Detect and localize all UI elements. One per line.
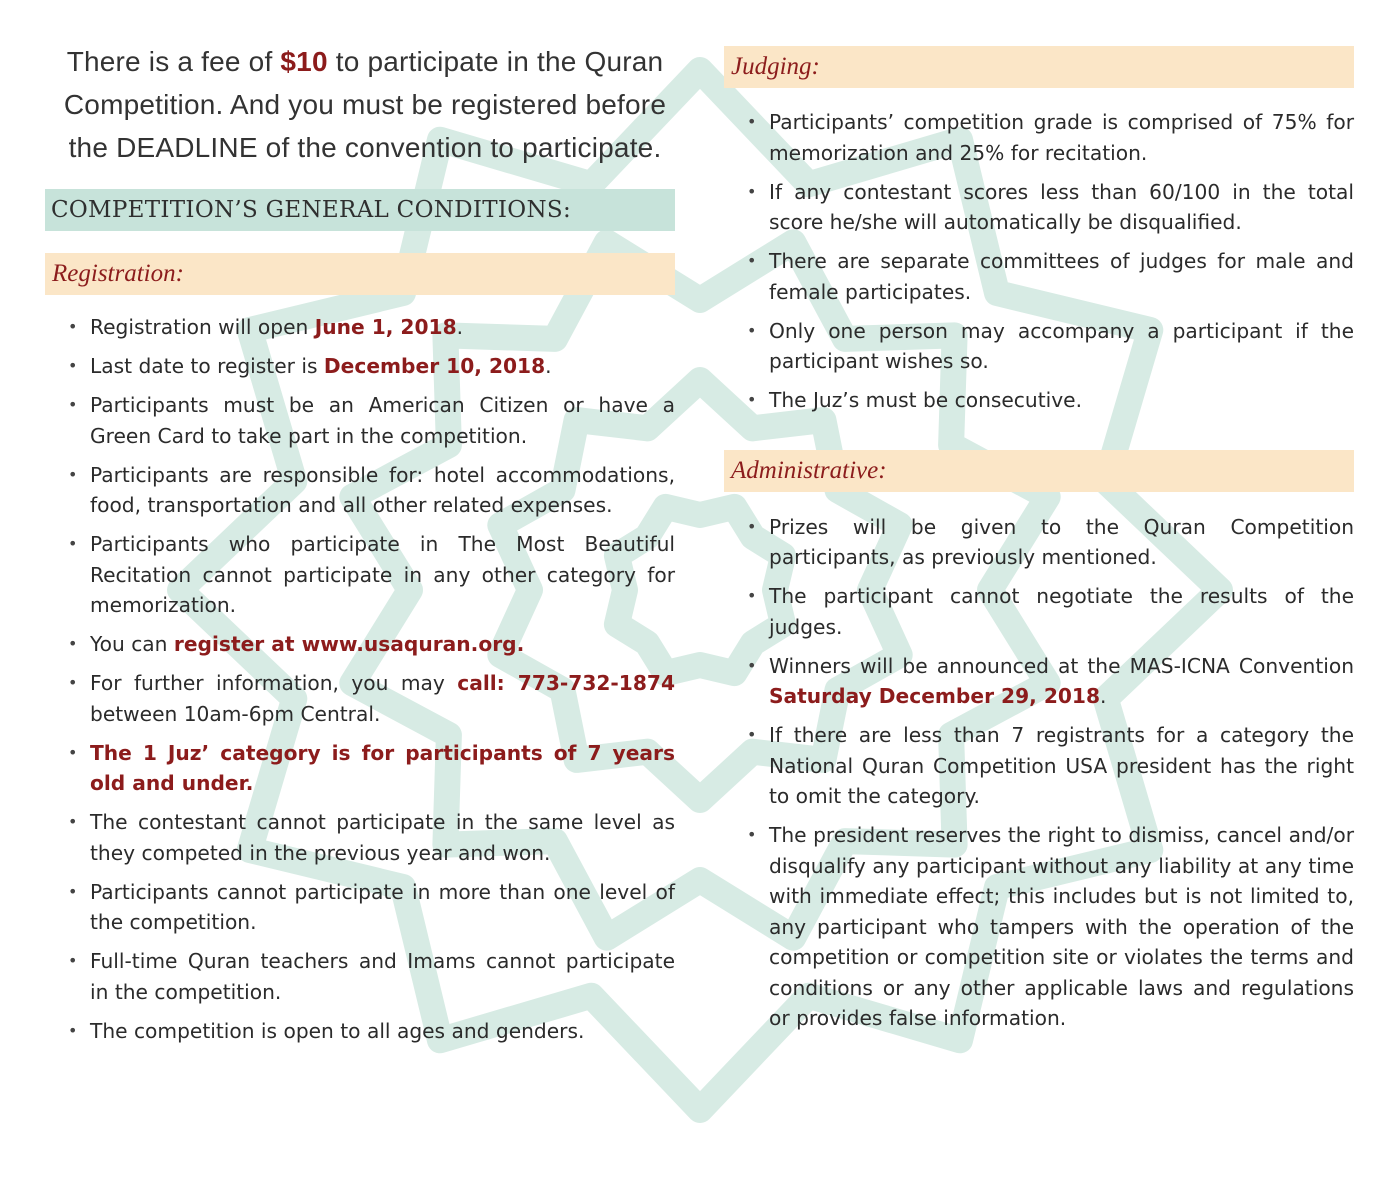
highlighted-text: register at www.usaquran.org. bbox=[173, 632, 525, 656]
list-item: • Participants’ competition grade is comprised of 75% for memorization and 25% for recitation. bbox=[724, 107, 1354, 168]
fee-amount: $10 bbox=[280, 46, 328, 77]
administrative-heading: Administrative: bbox=[724, 450, 1354, 492]
administrative-list bbox=[724, 512, 1354, 1034]
list-item: • If any contestant scores less than 60/100 in the total score he/she will automatically be disqualified. bbox=[724, 177, 1354, 238]
list-item: • The Juz’s must be consecutive. bbox=[724, 385, 1354, 416]
list-item: • The president reserves the right to dismiss, cancel and/or disqualify any participant without any liability at any time with immediate effect; this includes but is not limited to, any participant who tampers with the operation of the competition or competition site or violates the terms and conditions or any other applicable laws and regulations or provides false information. bbox=[724, 820, 1354, 1034]
list-item: • You can register at www.usaquran.org. bbox=[45, 629, 675, 660]
judging-heading: Judging: bbox=[724, 46, 1354, 88]
list-item: • Winners will be announced at the MAS-ICNA Convention Saturday December 29, 2018. bbox=[724, 651, 1354, 712]
list-item: • Participants are responsible for: hotel accommodations, food, transportation and all other related expenses. bbox=[45, 460, 675, 521]
left-column bbox=[45, 40, 675, 1055]
list-item: • Prizes will be given to the Quran Competition participants, as previously mentioned. bbox=[724, 512, 1354, 573]
list-item: • Last date to register is December 10, 2018. bbox=[45, 351, 675, 382]
general-conditions-heading: COMPETITION’S GENERAL CONDITIONS: bbox=[45, 189, 675, 231]
highlighted-text: June 1, 2018 bbox=[314, 315, 457, 339]
list-item bbox=[45, 738, 675, 799]
highlighted-text: December 10, 2018 bbox=[323, 354, 546, 378]
list-item: • The competition is open to all ages and genders. bbox=[45, 1016, 675, 1047]
registration-heading: Registration: bbox=[45, 253, 675, 295]
highlighted-text: The 1 Juz’ category is for participants of 7 years old and under. bbox=[90, 740, 675, 795]
list-item: • Only one person may accompany a participant if the participant wishes so. bbox=[724, 316, 1354, 377]
list-item: • Full-time Quran teachers and Imams cannot participate in the competition. bbox=[45, 946, 675, 1007]
fee-intro-text: There is a fee of $10 to participate in the Quran Competition. And you must be registered before the DEADLINE of the convention to participate. bbox=[63, 46, 667, 163]
list-item: • Registration will open June 1, 2018. bbox=[45, 312, 675, 343]
list-item: • Participants must be an American Citizen or have a Green Card to take part in the competition. bbox=[45, 390, 675, 451]
list-item: • Participants cannot participate in more than one level of the competition. bbox=[45, 877, 675, 938]
list-item: • If there are less than 7 registrants for a category the National Quran Competition USA president has the right to omit the category. bbox=[724, 720, 1354, 812]
list-item: • The participant cannot negotiate the results of the judges. bbox=[724, 581, 1354, 642]
right-column bbox=[724, 46, 1354, 1042]
list-item: • For further information, you may call: 773-732-1874 between 10am-6pm Central. bbox=[45, 668, 675, 729]
registration-list bbox=[45, 312, 675, 1046]
highlighted-text: Saturday December 29, 2018 bbox=[769, 684, 1101, 708]
list-item: • There are separate committees of judges for male and female participates. bbox=[724, 246, 1354, 307]
highlighted-text: call: 773-732-1874 bbox=[457, 671, 675, 695]
list-item: • The contestant cannot participate in the same level as they competed in the previous year and won. bbox=[45, 807, 675, 868]
judging-list bbox=[724, 107, 1354, 416]
list-item: • Participants who participate in The Most Beautiful Recitation cannot participate in any other category for memorization. bbox=[45, 529, 675, 621]
